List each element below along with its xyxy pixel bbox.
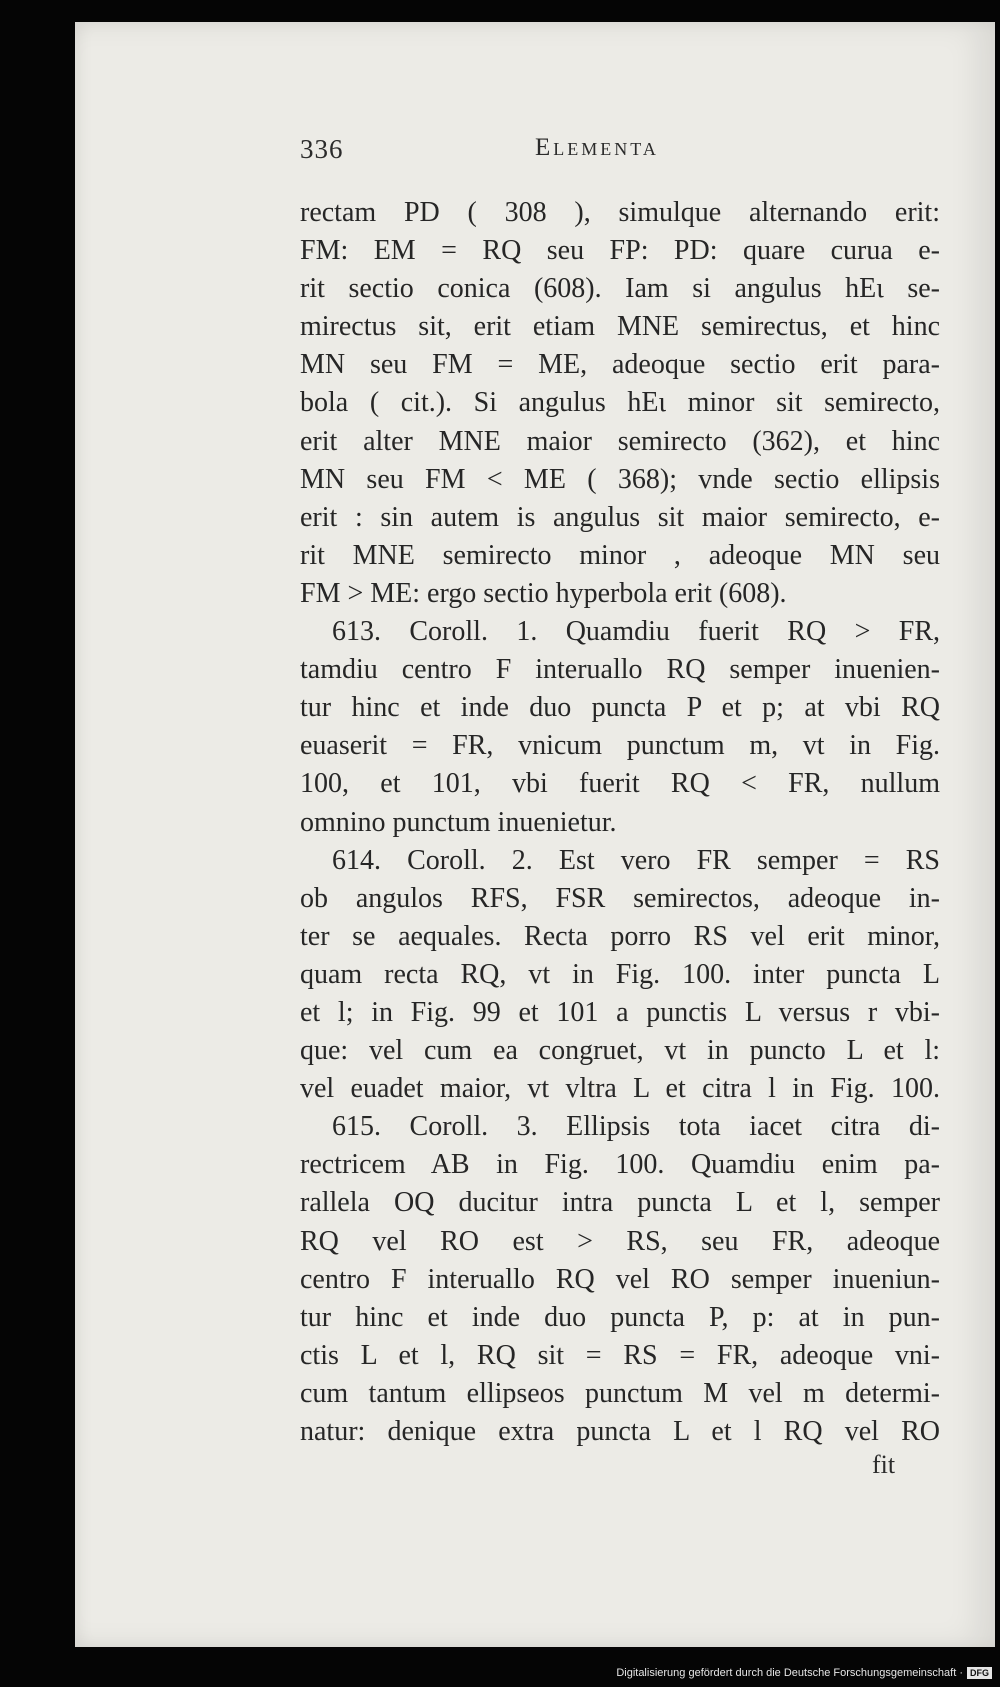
text-line: ob angulos RFS, FSR semirectos, adeoque in- (300, 882, 940, 914)
text-line: ter se aequales. Recta porro RS vel erit minor, (300, 920, 940, 952)
text-line: vel euadet maior, vt vltra L et citra l in Fig. 100. (300, 1073, 940, 1105)
text-line: bola ( cit.). Si angulus hEι minor sit semirecto, (300, 387, 940, 419)
text-line: quam recta RQ, vt in Fig. 100. inter puncta L (300, 958, 940, 990)
text-line: erit alter MNE maior semirecto (362), et hinc (300, 425, 940, 457)
text-line: 614. Coroll. 2. Est vero FR semper = RS (332, 844, 940, 876)
text-line: rectricem AB in Fig. 100. Quamdiu enim pa- (300, 1149, 940, 1181)
text-line: 100, et 101, vbi fuerit RQ < FR, nullum (300, 768, 940, 800)
page-number: 336 (300, 134, 344, 164)
text-line: rallela OQ ducitur intra puncta L et l, semper (300, 1187, 940, 1219)
text-line: centro F interuallo RQ vel RO semper inueniun- (300, 1263, 940, 1295)
text-line: 613. Coroll. 1. Quamdiu fuerit RQ > FR, (332, 616, 940, 648)
text-line: FM: EM = RQ seu FP: PD: quare curua e- (300, 235, 940, 267)
text-line: tur hinc et inde duo puncta P, p: at in pun- (300, 1301, 940, 1333)
text-line: omnino punctum inuenietur. (300, 806, 617, 838)
page-header (300, 134, 940, 174)
text-line: mirectus sit, erit etiam MNE semirectus, et hinc (300, 311, 940, 343)
text-line: rit sectio conica (608). Iam si angulus hEι se- (300, 273, 940, 305)
text-line: 615. Coroll. 3. Ellipsis tota iacet citra di- (332, 1111, 940, 1143)
text-line: tur hinc et inde duo puncta P et p; at vbi RQ (300, 692, 940, 724)
text-line: tamdiu centro F interuallo RQ semper inuenien- (300, 654, 940, 686)
text-line: MN seu FM < ME ( 368); vnde sectio ellipsis (300, 463, 940, 495)
text-line: rectam PD ( 308 ), simulque alternando erit: (300, 197, 940, 228)
text-line: ctis L et l, RQ sit = RS = FR, adeoque vni- (300, 1339, 940, 1371)
text-line: FM > ME: ergo sectio hyperbola erit (608). (300, 577, 787, 609)
body-text (300, 194, 940, 1451)
text-line: RQ vel RO est > RS, seu FR, adeoque (300, 1225, 940, 1257)
footer-credit: Digitalisierung gefördert durch die Deutsche Forschungsgemeinschaft · (616, 1667, 963, 1679)
digitization-footer (616, 1667, 992, 1679)
text-line: rit MNE semirecto minor , adeoque MN seu (300, 539, 940, 571)
text-line: que: vel cum ea congruet, vt in puncto L et l: (300, 1035, 940, 1067)
running-head: Elementa (535, 134, 659, 161)
text-line: cum tantum ellipseos punctum M vel m determi- (300, 1377, 940, 1409)
catchword: fit (872, 1450, 896, 1479)
dfg-logo-icon: DFG (967, 1667, 992, 1679)
text-line: MN seu FM = ME, adeoque sectio erit para- (300, 349, 940, 381)
text-line: natur: denique extra puncta L et l RQ vel RO (300, 1416, 940, 1447)
text-line: et l; in Fig. 99 et 101 a punctis L versus r vbi- (300, 996, 940, 1028)
text-line: erit : sin autem is angulus sit maior semirecto, e- (300, 501, 940, 533)
text-line: euaserit = FR, vnicum punctum m, vt in Fig. (300, 730, 940, 762)
